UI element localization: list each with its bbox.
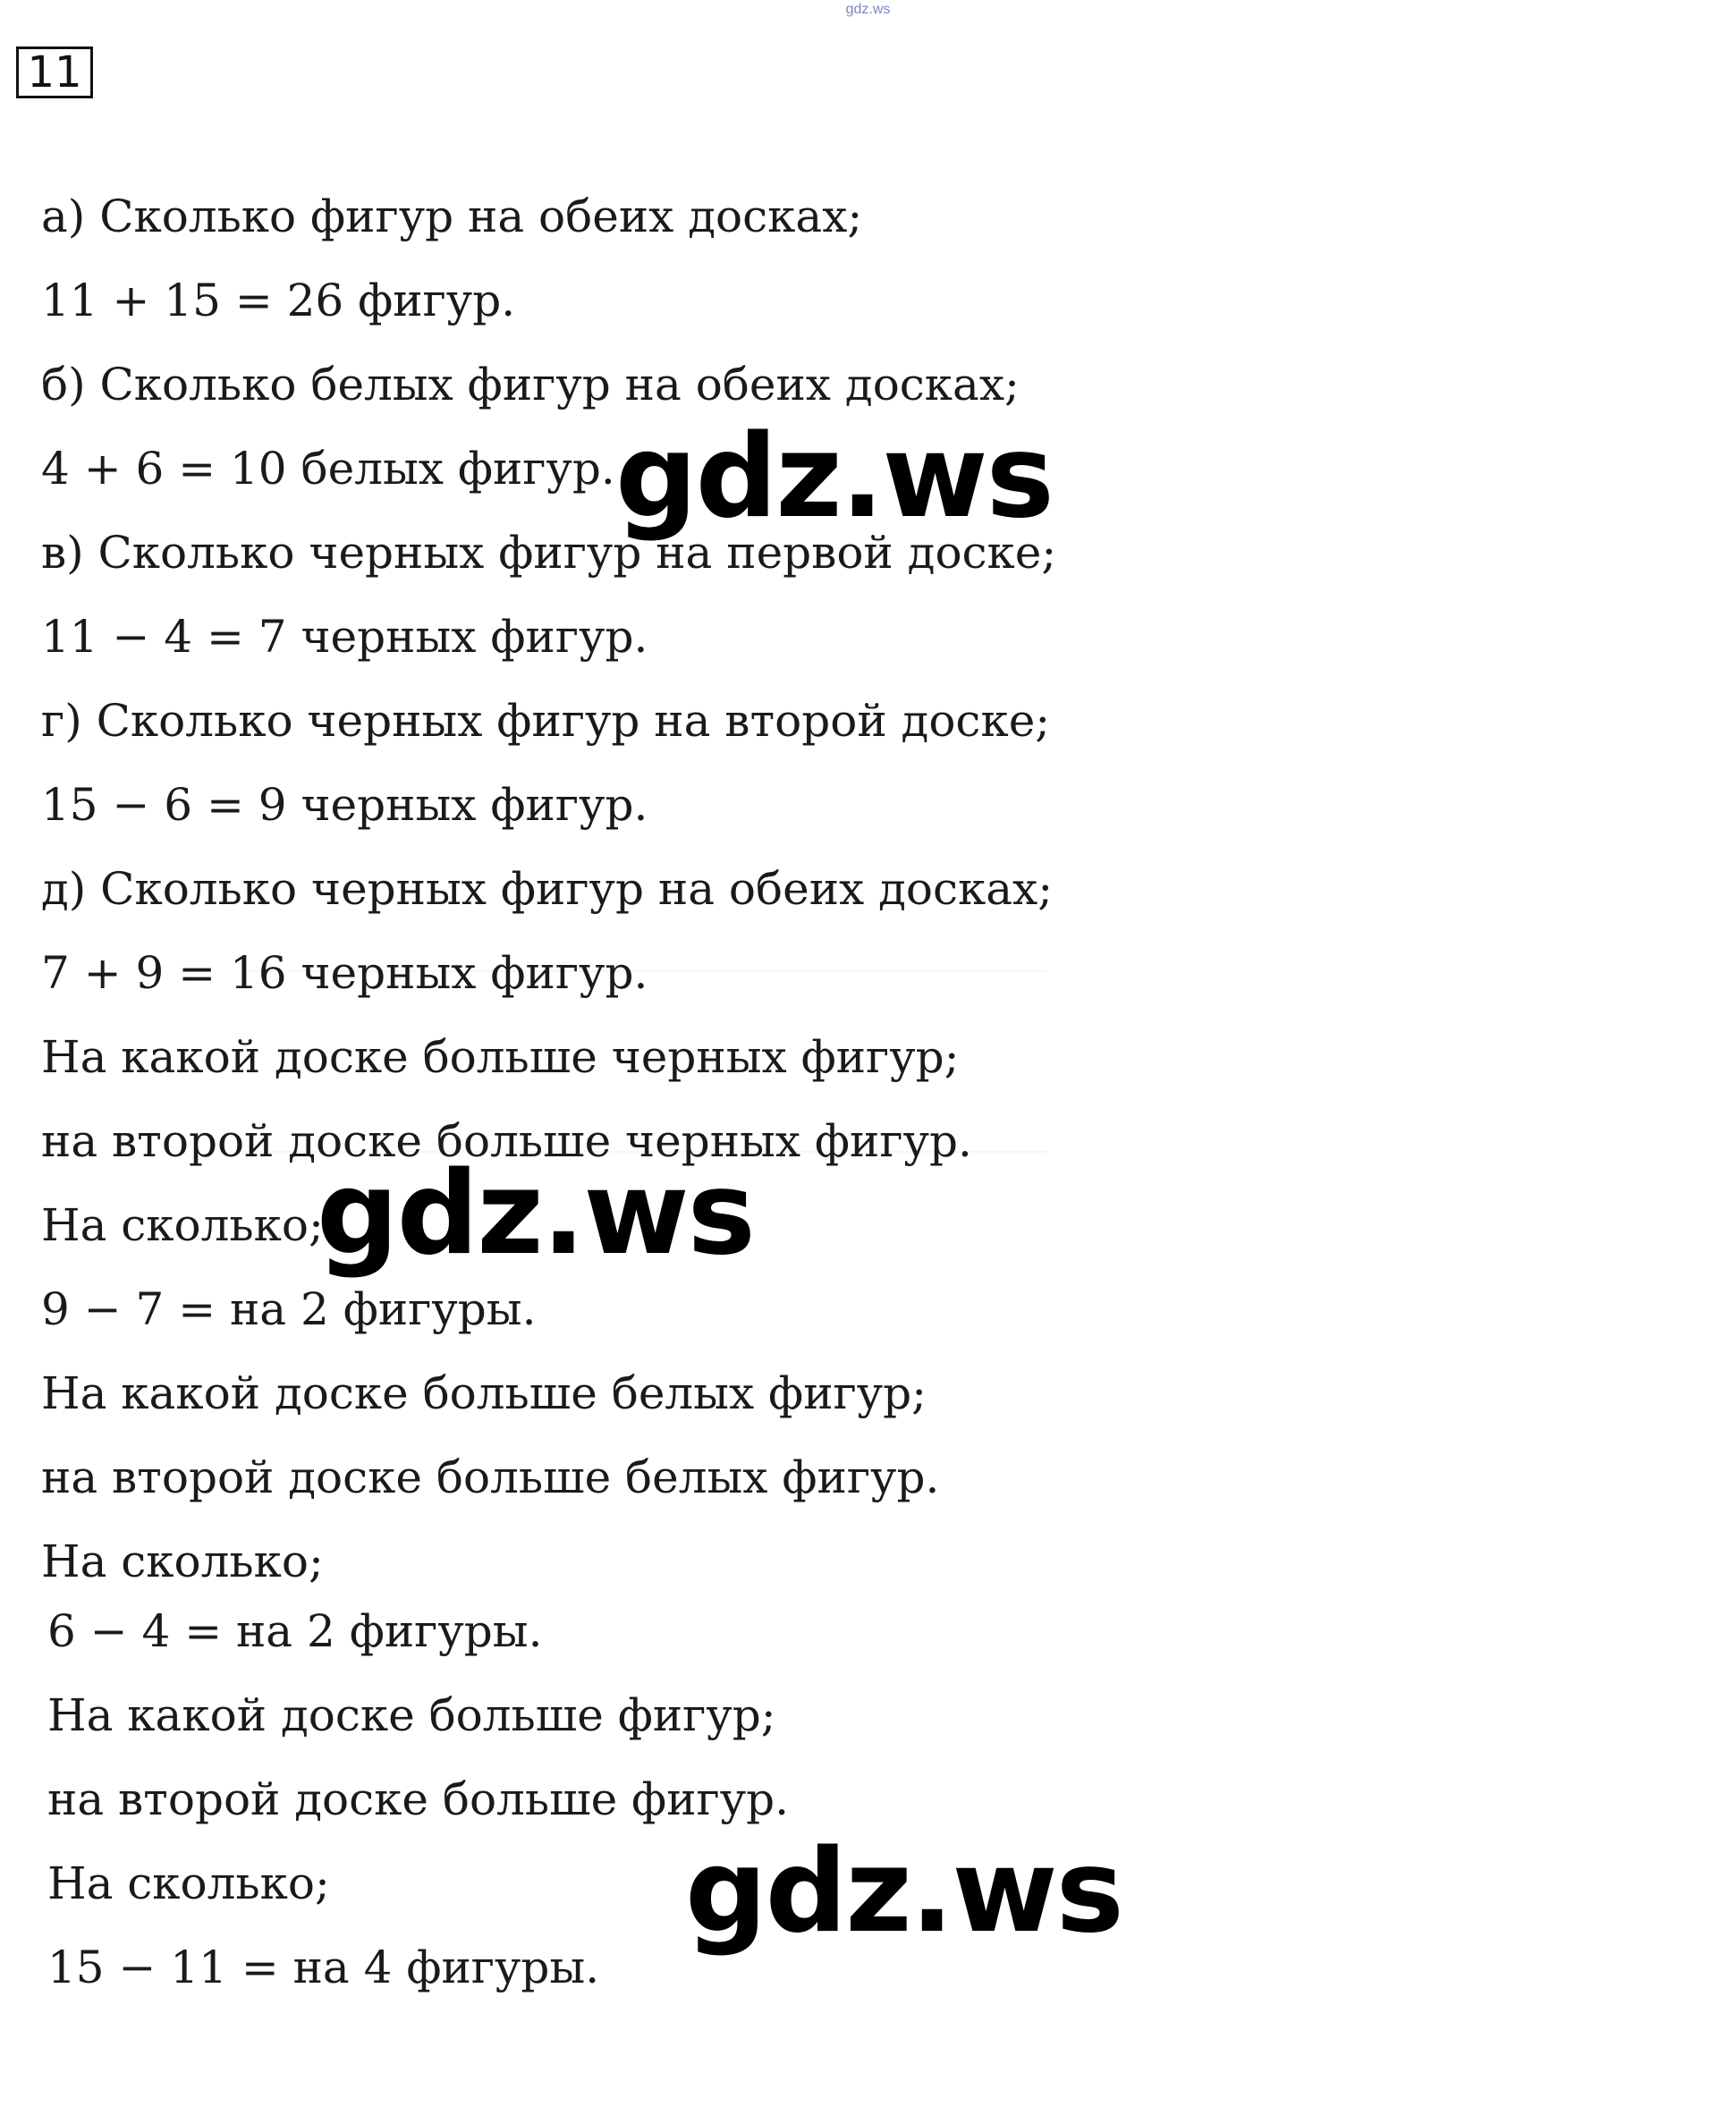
solution-line: б) Сколько белых фигур на обеих досках; — [41, 359, 1020, 410]
solution-line: 4 + 6 = 10 белых фигур. — [41, 443, 615, 495]
solution-line: На сколько; — [41, 1535, 324, 1587]
solution-line: На какой доске больше фигур; — [47, 1689, 776, 1741]
solution-line: г) Сколько черных фигур на второй доске; — [41, 695, 1051, 747]
solution-line: На какой доске больше черных фигур; — [41, 1031, 960, 1083]
solution-line: 6 − 4 = на 2 фигуры. — [47, 1605, 543, 1657]
solution-line: 11 + 15 = 26 фигур. — [41, 275, 516, 326]
task-number: 11 — [16, 47, 93, 98]
solution-line: На сколько; — [41, 1199, 324, 1251]
solution-line: 11 − 4 = 7 черных фигур. — [41, 611, 648, 663]
watermark-gdz: gdz.ws — [615, 410, 1053, 544]
solution-line: 15 − 6 = 9 черных фигур. — [41, 779, 648, 831]
solution-line: а) Сколько фигур на обеих досках; — [41, 190, 863, 242]
solution-line: д) Сколько черных фигур на обеих досках; — [41, 863, 1054, 915]
solution-line: на второй доске больше белых фигур. — [41, 1451, 940, 1503]
watermark-gdz: gdz.ws — [685, 1825, 1122, 1958]
solution-line: На какой доске больше белых фигур; — [41, 1367, 927, 1419]
solution-line: на второй доске больше черных фигур. — [41, 1115, 972, 1167]
solution-line: 15 − 11 = на 4 фигуры. — [47, 1942, 600, 1993]
site-mark: gdz.ws — [845, 2, 891, 17]
solution-line: в) Сколько черных фигур на первой доске; — [41, 527, 1057, 579]
watermark-gdz: gdz.ws — [317, 1147, 754, 1281]
solution-line: 9 − 7 = на 2 фигуры. — [41, 1283, 537, 1335]
solution-line: На сколько; — [47, 1857, 330, 1909]
solution-line: на второй доске больше фигур. — [47, 1773, 790, 1825]
solution-line: 7 + 9 = 16 черных фигур. — [41, 947, 648, 999]
